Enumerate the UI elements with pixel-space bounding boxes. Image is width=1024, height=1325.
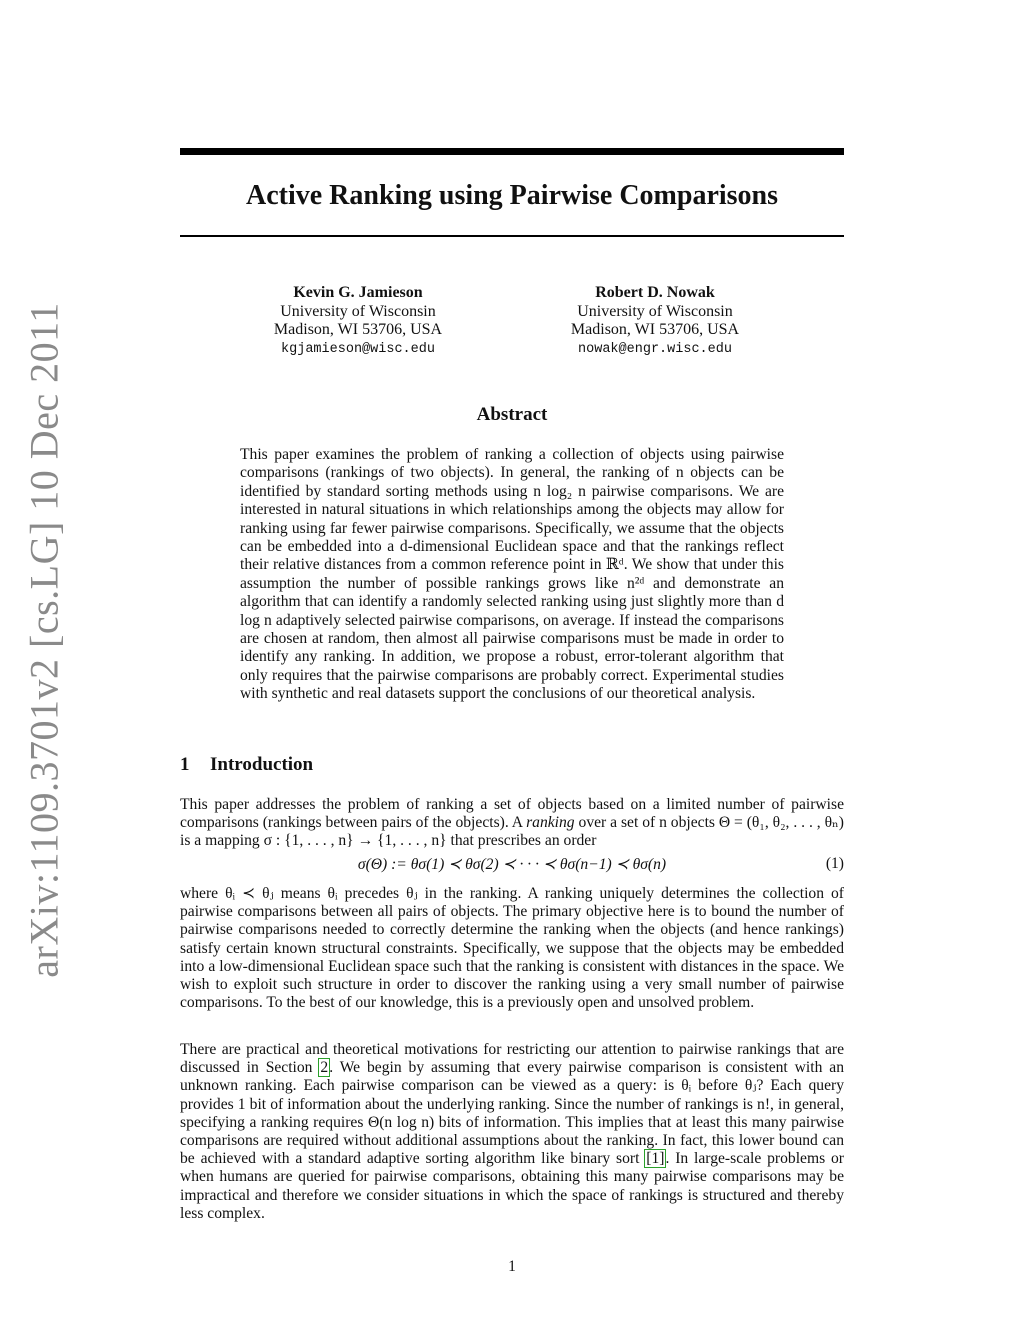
author-email[interactable]: kgjamieson@wisc.edu [281,341,435,357]
author-address: Madison, WI 53706, USA [273,321,443,338]
author-block-1 [228,284,488,359]
equation-1 [180,855,844,877]
intro-paragraph-3 [180,1041,844,1223]
intro-p1-ranking-term: ranking [526,814,575,832]
intro-p1-text-a: This paper addresses the problem of ranking a set of objects based on a limited number of pairwise comparisons (rankings between pairs of the objects). A [180,796,844,832]
intro-paragraph-1 [180,796,844,851]
author-name: Robert D. Nowak [595,284,715,301]
intro-paragraph-2: where θᵢ ≺ θⱼ means θᵢ precedes θⱼ in the ranking. A ranking uniquely determines the collection of pairwise comparisons between all pairs of objects. The primary objective here is to bound the number of pairwise comparisons needed to correctly determine the ranking when the objects (and hence rankings) satisfy certain known structural constraints. Specifically, we suppose that the objects may be embedded into a low-dimensional Euclidean space such that the ranking is consistent with distances in the space. We wish to exploit such structure in order to discover the ranking using a very small number of pairwise comparisons. To the best of our knowledge, this is a previously open and unsolved problem. [180,885,844,1012]
section-title: Introduction [210,754,314,775]
section-reference-link[interactable]: 2 [320,1059,329,1077]
author-affiliation: University of Wisconsin [577,302,733,320]
author-affiliation: University of Wisconsin [280,302,436,320]
abstract-heading: Abstract [476,404,548,425]
author-email[interactable]: nowak@engr.wisc.edu [578,341,732,357]
section-number: 1 [180,754,190,775]
intro-p1-text-b: over a set of n objects Θ = (θ₁, θ₂, . . . , θₙ) is a mapping σ : {1, . . . , n} → {1, . . . , n} that prescribes an order [180,814,844,850]
intro-p3-text-c: . In large-scale problems or when humans are queried for pairwise comparisons, obtaining this many pairwise comparisons may be impractical and therefore we consider situations in which the space of rankings is structured and thereby less complex. [180,1150,845,1222]
paper-title: Active Ranking using Pairwise Comparisons [245,180,779,211]
author-name: Kevin G. Jamieson [293,284,423,301]
abstract-text: This paper examines the problem of ranking a collection of objects using pairwise comparisons (rankings of two objects). In general, the ranking of n objects can be identified by standard sorting methods using n log₂ n pairwise comparisons. We are interested in natural situations in which relationships among the objects may allow for ranking using far fewer pairwise comparisons. Specifically, we assume that the objects can be embedded into a d-dimensional Euclidean space and that the rankings reflect their relative distances from a common reference point in ℝᵈ. We show that under this assumption the number of possible rankings grows like n²ᵈ and demonstrate an algorithm that can identify a randomly selected ranking using just slightly more than d log n adaptively selected pairwise comparisons, on average. If instead the comparisons are chosen at random, then almost all pairwise comparisons must be made in order to identify any ranking. In addition, we propose a robust, error-tolerant algorithm that only requires that the pairwise comparisons are probably correct. Experimental studies with synthetic and real datasets support the conclusions of our theoretical analysis. [240,446,784,703]
intro-p3-text-a: There are practical and theoretical motivations for restricting our attention to pairwise rankings that are discussed in Section [180,1041,844,1077]
title-rule-top [180,148,844,155]
citation-link[interactable]: [1] [646,1150,665,1168]
author-block-2 [525,284,785,359]
title-rule-bottom [180,235,844,237]
arxiv-stamp-text: arXiv:1109.3701v2 [cs.LG] 10 Dec 2011 [21,302,67,978]
section-heading [180,754,580,776]
author-address: Madison, WI 53706, USA [570,321,740,338]
equation-body: σ(Θ) := θσ(1) ≺ θσ(2) ≺ · · · ≺ θσ(n−1) ≺ θσ(n) [357,856,667,873]
equation-number: (1) [825,855,844,872]
page-number: 1 [508,1258,516,1275]
intro-p3-text-b: . We begin by assuming that every pairwise comparison is consistent with an unknown ranking. Each pairwise comparison can be viewed as a query: is θᵢ before θⱼ? Each query provides 1 bit of information about the underlying ranking. Since the number of rankings is n!, in general, specifying a ranking requires Θ(n log n) bits of information. This implies that at least this many pairwise comparisons are required without additional assumptions about the ranking. In fact, this lower bound can be achieved with a standard adaptive sorting algorithm like binary sort [180,1059,844,1168]
